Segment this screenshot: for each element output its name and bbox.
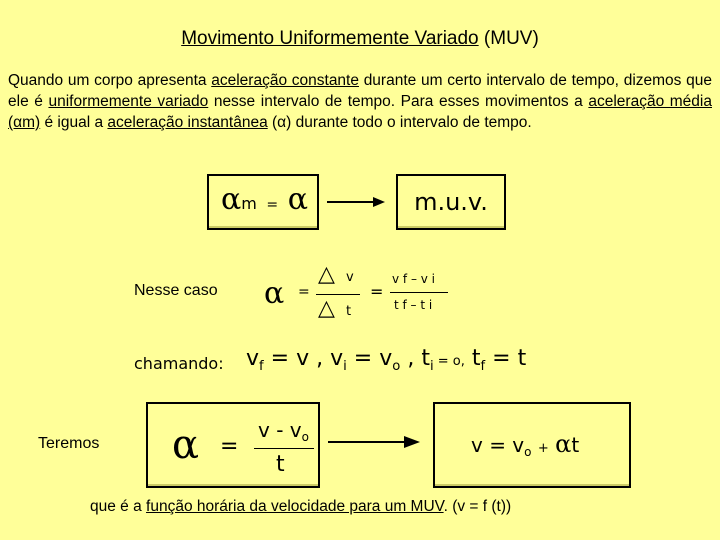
intro-text: é igual a bbox=[40, 114, 108, 131]
alpha-symbol: α bbox=[555, 430, 572, 458]
footer-text bbox=[90, 498, 511, 516]
alpha-sub-m: m bbox=[241, 194, 257, 213]
intro-term-aceleracao-instantanea: aceleração instantânea bbox=[107, 114, 268, 131]
equals-sign: = bbox=[220, 434, 239, 459]
intro-term-aceleracao-media: aceleração média bbox=[588, 93, 712, 110]
intro-text: Quando um corpo apresenta bbox=[8, 72, 212, 89]
var-t: t bbox=[464, 346, 481, 371]
alpha-formula-box bbox=[146, 402, 320, 488]
var-text: = v , v bbox=[263, 346, 344, 371]
var-text: , t bbox=[400, 346, 430, 371]
title-suffix: (MUV) bbox=[478, 28, 539, 49]
sub-o: o bbox=[301, 430, 309, 445]
muv-box bbox=[396, 174, 506, 230]
teremos-label: Teremos bbox=[38, 435, 100, 452]
alpha-m-equals-alpha-box bbox=[207, 174, 319, 230]
footer-term: função horária da velocidade para um MUV bbox=[146, 498, 444, 515]
velocity-function-box bbox=[433, 402, 631, 488]
alpha-symbol: α bbox=[172, 422, 200, 468]
delta-v-label: v bbox=[346, 270, 354, 285]
intro-text: durante um certo intervalo de tempo, dizemos que ele é bbox=[8, 72, 712, 110]
sub-f: f bbox=[259, 358, 264, 374]
acceleration-definition-equation bbox=[260, 262, 460, 326]
numerator-text: v - v bbox=[258, 418, 302, 442]
footer-text-part: que é a bbox=[90, 498, 147, 515]
intro-term-aceleracao-constante: aceleração constante bbox=[211, 72, 359, 89]
var-text: = v bbox=[346, 346, 393, 371]
alpha-symbol: α bbox=[264, 276, 285, 311]
equals-sign: = bbox=[370, 282, 384, 301]
delta-icon: △ bbox=[318, 262, 335, 287]
intro-term-alpha-m: (αm) bbox=[8, 114, 41, 131]
title-main: Movimento Uniformemente Variado bbox=[181, 28, 479, 49]
intro-text: (α) durante todo o intervalo de tempo. bbox=[267, 114, 532, 131]
muv-label: m.u.v. bbox=[414, 188, 488, 216]
intro-text: nesse intervalo de tempo. Para esses movimentos a bbox=[208, 93, 589, 110]
sub-i: i bbox=[343, 358, 347, 374]
delta-t-label: t bbox=[346, 304, 352, 319]
denominator-t: t bbox=[276, 452, 285, 477]
sub-f: f bbox=[480, 358, 486, 374]
v-equals-vo: v = v bbox=[471, 433, 525, 457]
intro-paragraph bbox=[8, 70, 712, 133]
fraction-denominator: t f – t i bbox=[394, 298, 433, 312]
var-text: = o, bbox=[433, 354, 465, 369]
equals-sign: = bbox=[298, 284, 310, 300]
equals-sign: = bbox=[266, 197, 279, 213]
sub-o: o bbox=[524, 445, 532, 460]
alpha-symbol: α bbox=[221, 182, 242, 217]
intro-term-uniformemente-variado: uniformemente variado bbox=[48, 93, 209, 110]
chamando-definitions bbox=[134, 344, 554, 378]
nesse-caso-label: Nesse caso bbox=[134, 282, 218, 299]
alpha-symbol: α bbox=[287, 182, 308, 217]
var-v: v bbox=[246, 346, 260, 371]
chamando-label: chamando: bbox=[134, 354, 224, 373]
page-title bbox=[0, 28, 720, 50]
arrow-right-icon bbox=[326, 434, 422, 450]
delta-icon: △ bbox=[318, 296, 335, 321]
sub-i: i bbox=[429, 358, 434, 374]
var-text: = t bbox=[485, 346, 527, 371]
arrow-right-icon bbox=[325, 195, 387, 209]
footer-text-part: . (v = f (t)) bbox=[443, 498, 512, 515]
plus-sign: + bbox=[537, 441, 549, 456]
sub-o: o bbox=[392, 358, 401, 374]
fraction-numerator: v f – v i bbox=[392, 272, 436, 286]
var-t: t bbox=[571, 433, 580, 457]
